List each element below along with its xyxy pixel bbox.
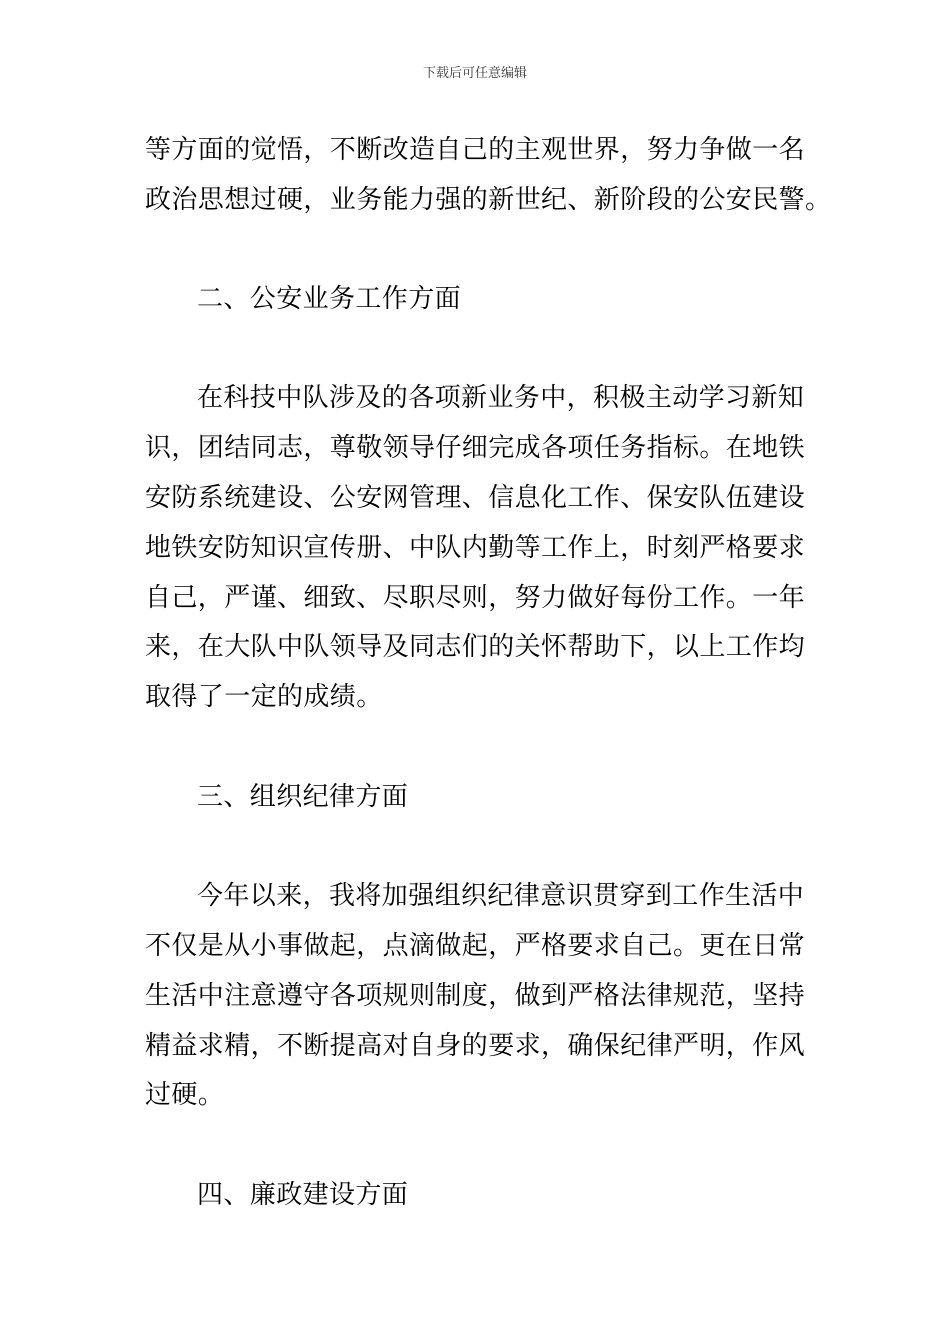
body-line: 地铁安防知识宣传册、中队内勤等工作上，时刻严格要求 — [145, 533, 806, 563]
page-header: 下载后可任意编辑 — [422, 66, 527, 81]
body-line: 安防系统建设、公安网管理、信息化工作、保安队伍建设 — [145, 483, 806, 513]
body-line: 等方面的觉悟，不断改造自己的主观世界，努力争做一名 — [145, 135, 806, 165]
body-line: 政治思想过硬，业务能力强的新世纪、新阶段的公安民警。 — [145, 185, 832, 215]
body-line: 来，在大队中队领导及同志们的关怀帮助下，以上工作均 — [145, 632, 806, 662]
body-line: 精益求精，不断提高对自身的要求，确保纪律严明，作风 — [145, 1031, 806, 1061]
body-line: 过硬。 — [145, 1080, 225, 1110]
body-line: 取得了一定的成绩。 — [145, 682, 383, 712]
body-line: 自己，严谨、细致、尽职尽则，努力做好每份工作。一年 — [145, 583, 806, 613]
body-line: 在科技中队涉及的各项新业务中，积极主动学习新知 — [197, 383, 805, 413]
body-line: 生活中注意遵守各项规则制度，做到严格法律规范，坚持 — [145, 981, 806, 1011]
body-line: 不仅是从小事做起，点滴做起，严格要求自己。更在日常 — [145, 931, 806, 961]
body-line: 识，团结同志，尊敬领导仔细完成各项任务指标。在地铁 — [145, 433, 806, 463]
body-line: 今年以来，我将加强组织纪律意识贯穿到工作生活中 — [197, 881, 805, 911]
section-heading: 四、廉政建设方面 — [197, 1180, 409, 1210]
section-heading: 三、组织纪律方面 — [197, 782, 409, 812]
section-heading: 二、公安业务工作方面 — [197, 284, 462, 314]
